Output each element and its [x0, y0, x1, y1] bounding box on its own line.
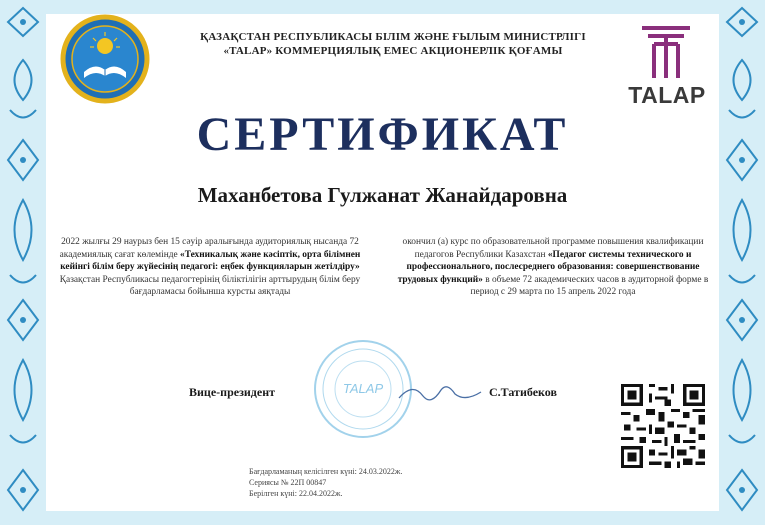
approval-date: Бағдарламаның келісілген күні: 24.03.2022ж. [249, 467, 403, 476]
body-kazakh [55, 236, 365, 299]
border-right-ornament [719, 0, 765, 525]
body-ru-program: «Педагог системы технического и профессионального, послесреднего образования: совершенствование трудовых функций» [397, 249, 700, 285]
talap-logo-text: TALAP [628, 82, 706, 108]
recipient-name: Маханбетова Гулжанат Жанайдаровна [197, 183, 568, 207]
certificate-meta [249, 466, 402, 499]
signature-icon [395, 372, 485, 412]
border-left-ornament [0, 0, 46, 525]
ministry-line-2: «TALAP» КОММЕРЦИЯЛЫҚ ЕМЕС АКЦИОНЕРЛІК ҚОҒАМЫ [223, 45, 563, 57]
body-ru-text1: окончил (а) курс по образовательной программе повышения квалификации педагогов Республики Казахстан [402, 237, 704, 260]
serial-number: Сериясы № 22П 00847 [249, 478, 327, 487]
qr-code-icon[interactable] [618, 381, 708, 471]
body-russian [388, 236, 718, 299]
certificate-title: СЕРТИФИКАТ [196, 108, 569, 161]
body-kz-text2: Қазақстан Республикасы педагогтерінің біліктілігін арттырудың білім беру бағдарламасы бойынша курсты аяқтады [59, 274, 361, 297]
body-kz-program: «Техникалық және кәсіптік, орта білімнен кейінгі білім беру жүйесінің педагогі: еңбек функцияларын жетілдіру» [60, 249, 361, 272]
signatory-name: С.Татибеков [489, 385, 557, 399]
ministry-emblem-icon [60, 14, 150, 104]
ministry-header [178, 30, 608, 58]
ministry-line-1: ҚАЗАҚСТАН РЕСПУБЛИКАСЫ БІЛІМ ЖӘНЕ ҒЫЛЫМ МИНИСТРЛІГІ [200, 31, 586, 43]
body-kz-text1: 2022 жылғы 29 наурыз бен 15 сәуір аралығында аудиториялық нысанда 72 академиялық сағат көлемінде [59, 237, 359, 260]
stamp-text: TALAP [342, 381, 384, 396]
vice-president-label: Вице-президент [189, 385, 276, 399]
body-ru-text2: в объеме 72 академических часов в аудиторной форме в период с 29 марта по 15 апрель 2022 года [470, 274, 709, 297]
border-bottom [0, 511, 765, 525]
issue-date: Берілген күні: 22.04.2022ж. [249, 489, 343, 498]
border-top [0, 0, 765, 14]
